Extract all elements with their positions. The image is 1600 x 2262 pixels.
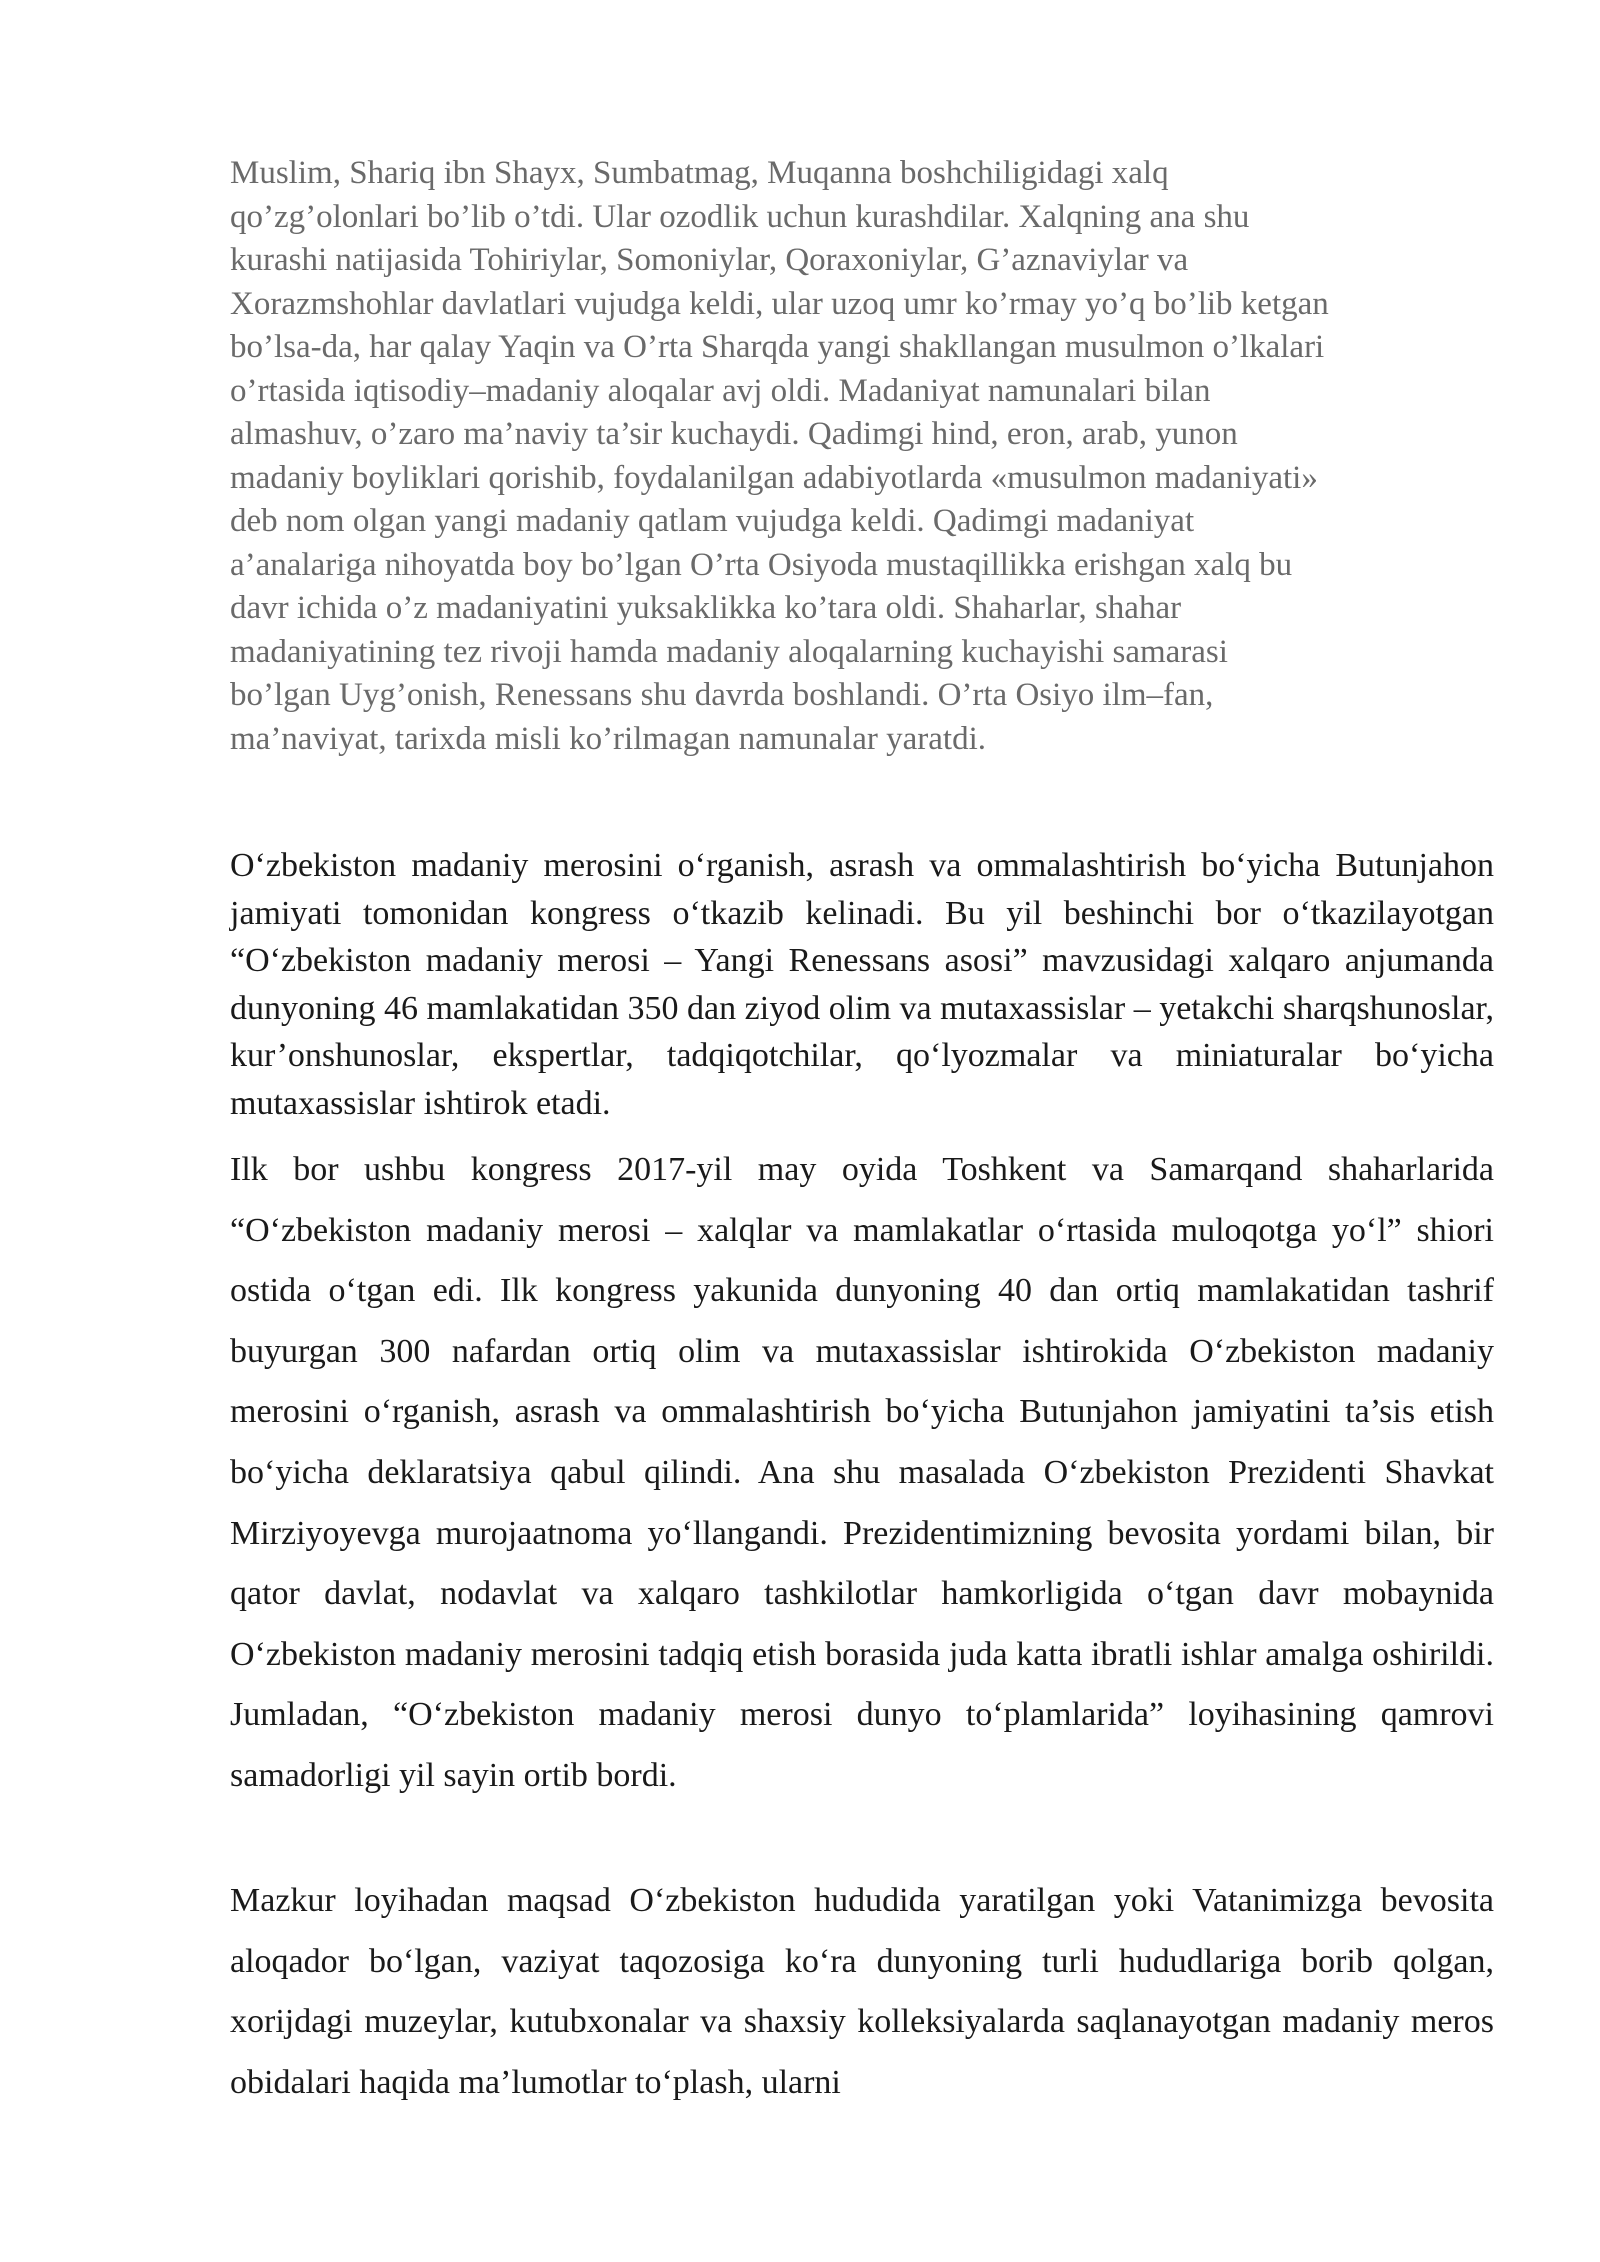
intro-line: bo’lgan Uyg’onish, Renessans shu davrda boshlandi. O’rta Osiyo ilm–fan, [230,677,1214,713]
intro-line: madaniy boyliklari qorishib, foydalanilgan adabiyotlarda «musulmon madaniyati» [230,459,1318,496]
intro-line: ma’naviyat, tarixda misli ko’rilmagan namunalar yaratdi. [230,720,986,757]
paragraph-text: Ilk bor ushbu kongress 2017-yil may oyida Toshkent va Samarqand shaharlarida “O‘zbekiston madaniy merosi – xalqlar va mamlakatlar o‘rtasida muloqotga yo‘l” shiori ostida o‘tgan edi. Ilk kongress yakunida dunyoning 40 dan ortiq mamlakatidan tashrif buyurgan 300 nafardan ortiq olim va mutaxassislar ishtirokida O‘zbekiston madaniy merosini o‘rganish, asrash va ommalashtirish bo‘yicha Butunjahon jamiyatini ta’sis etish bo‘yicha deklaratsiya qabul qilindi. Ana shu masalada O‘zbekiston Prezidenti Shavkat Mirziyoyevga murojaatnoma yo‘llangandi. Prezidentimizning bevosita yordami bilan, bir qator davlat, nodavlat va xalqaro tashkilotlar hamkorligida o‘tgan davr mobaynida O‘zbekiston madaniy merosini tadqiq etish borasida juda katta ibratli ishlar amalga oshirildi. Jumladan, “O‘zbekiston madaniy merosi dunyo to‘plamlarida” loyihasining qamrovi samadorligi yil sayin ortib bordi. [230,1151,1494,1794]
intro-line: bo’lsa-da, har qalay Yaqin va O’rta Sharqda yangi shakllangan musulmon o’lkalari [230,329,1325,365]
intro-line: deb nom olgan yangi madaniy qatlam vujudga keldi. Qadimgi madaniyat [230,503,1195,539]
intro-line: o’rtasida iqtisodiy–madaniy aloqalar avj oldi. Madaniyat namunalari bilan [230,372,1211,409]
congress-paragraph [230,842,1494,1128]
intro-line: Xorazmshohlar davlatlari vujudga keldi, ular uzoq umr ko’rmay yo’q bo’lib ketgan [230,285,1329,322]
intro-line: Muslim, Shariq ibn Shayx, Sumbatmag, Muqanna boshchiligidagi xalq [230,155,1169,191]
intro-line: almashuv, o’zaro ma’naviy ta’sir kuchaydi. Qadimgi hind, eron, arab, yunon [230,416,1238,452]
project-goal-paragraph [230,1871,1494,2113]
paragraph-text: Mazkur loyihadan maqsad O‘zbekiston hududida yaratilgan yoki Vatanimizga bevosita aloqador bo‘lgan, vaziyat taqozosiga ko‘ra dunyoning turli hududlariga borib qolgan, xorijdagi muzeylar, kutubxonalar va shaxsiy kolleksiyalarda saqlanayotgan madaniy meros obidalari haqida ma’lumotlar to‘plash, ularni [230,1882,1494,2101]
first-congress-paragraph [230,1140,1494,1807]
paragraph-text: O‘zbekiston madaniy merosini o‘rganish, asrash va ommalashtirish bo‘yicha Butunjahon jamiyati tomonidan kongress o‘tkazib kelinadi. Bu yil beshinchi bor o‘tkazilayotgan “O‘zbekiston madaniy merosi – Yangi Renessans asosi” mavzusidagi xalqaro anjumanda dunyoning 46 mamlakatidan 350 dan ziyod olim va mutaxassislar – yetakchi sharqshunoslar, kur’onshunoslar, ekspertlar, tadqiqotchilar, qo‘lyozmalar va miniaturalar bo‘yicha mutaxassislar ishtirok etadi. [230,847,1494,1122]
intro-line: davr ichida o’z madaniyatini yuksaklikka ko’tara oldi. Shaharlar, shahar [230,590,1182,626]
intro-line: kurashi natijasida Tohiriylar, Somoniylar, Qoraxoniylar, G’aznaviylar va [230,242,1189,278]
intro-paragraph [230,152,1500,761]
intro-line: madaniyatining tez rivoji hamda madaniy aloqalarning kuchayishi samarasi [230,633,1228,670]
intro-line: qo’zg’olonlari bo’lib o’tdi. Ular ozodlik uchun kurashdilar. Xalqning ana shu [230,198,1250,235]
intro-line: a’analariga nihoyatda boy bo’lgan O’rta Osiyoda mustaqillikka erishgan xalq bu [230,546,1293,583]
